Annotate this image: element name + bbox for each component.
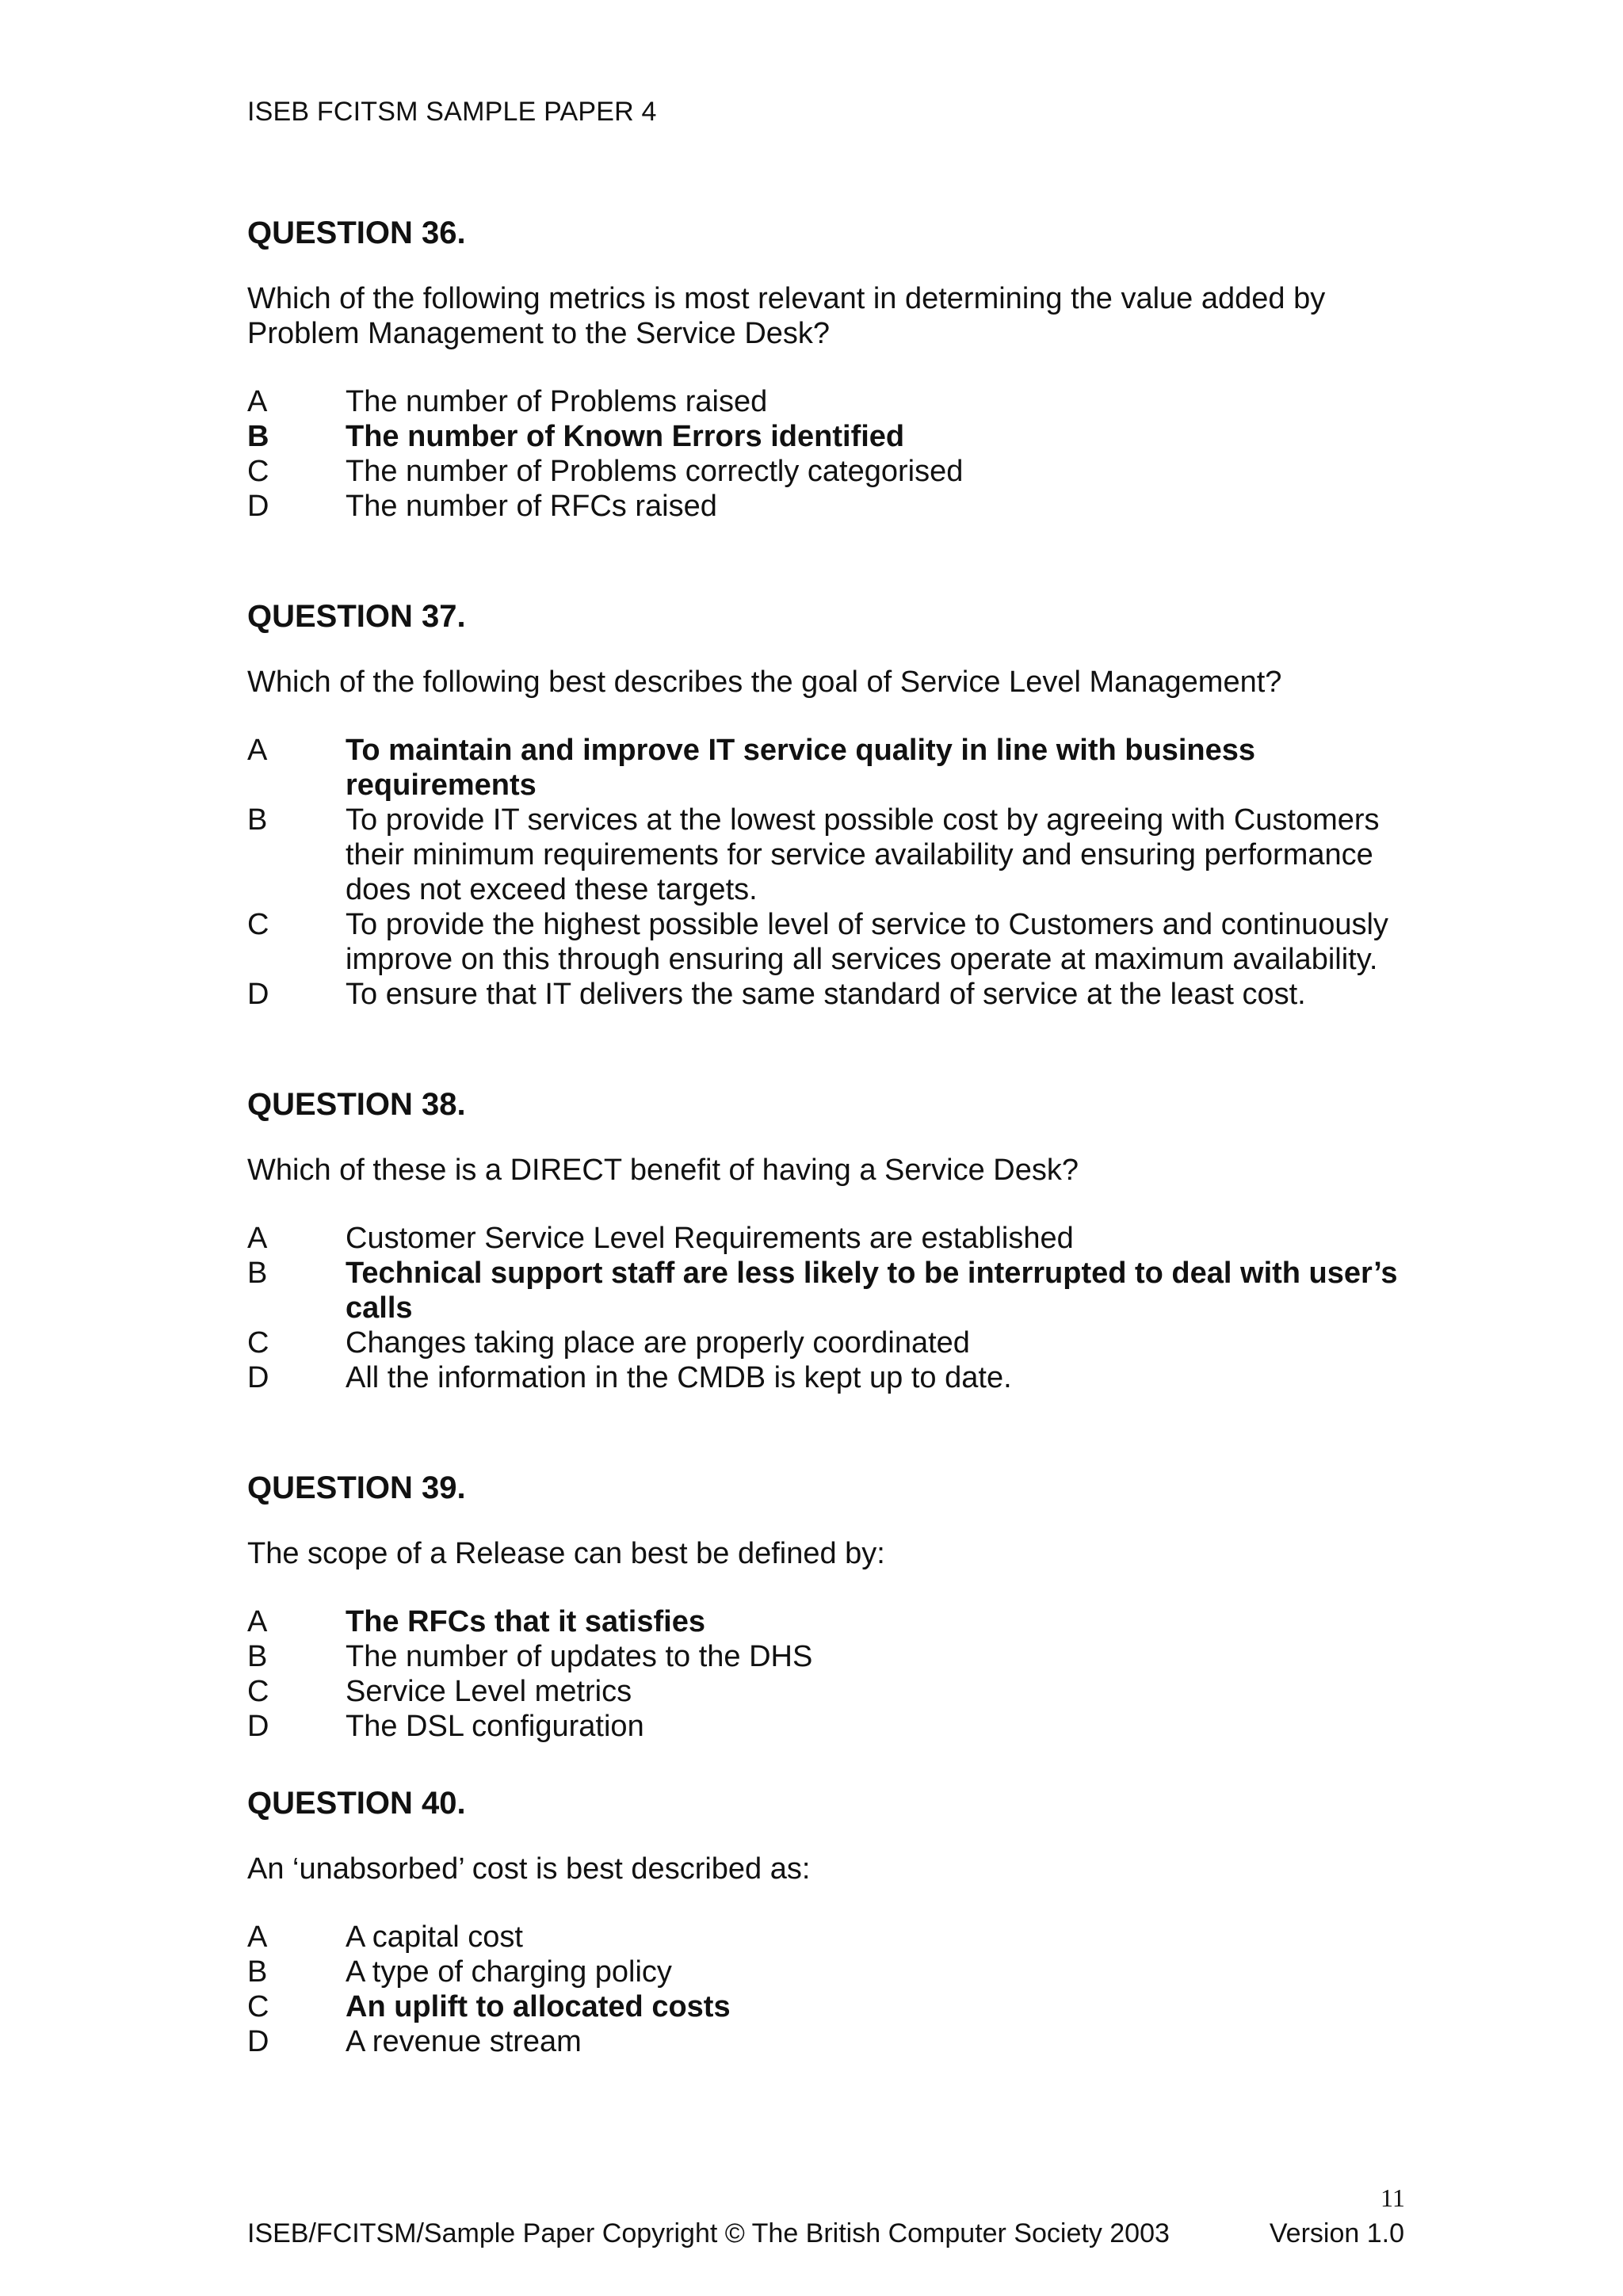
question-40 <box>247 1780 1404 2059</box>
question-stem: The scope of a Release can best be defined by: <box>247 1537 885 1570</box>
option-text: Changes taking place are properly coordinated <box>346 1326 970 1360</box>
option-text: To provide the highest possible level of service to Customers and continuously improve on this through ensuring all services operate at maximum availability. <box>346 908 1388 976</box>
question-stem: Which of the following metrics is most relevant in determining the value added by Problem Management to the Service Desk? <box>247 282 1326 350</box>
option-letter: B <box>247 1257 268 1290</box>
option-b-correct <box>247 419 1404 454</box>
question-36 <box>247 210 1404 524</box>
questions-section <box>247 210 1404 2059</box>
page-header: ISEB FCITSM SAMPLE PAPER 4 <box>247 97 657 127</box>
question-title: QUESTION 36. <box>247 215 466 250</box>
option-letter: C <box>247 1990 269 2023</box>
option-letter: D <box>247 978 269 1011</box>
option-letter: D <box>247 2025 269 2058</box>
option-text: The number of Problems correctly categorised <box>346 455 964 488</box>
option-text: The DSL configuration <box>346 1710 644 1743</box>
option-letter: A <box>247 1222 268 1255</box>
option-d <box>247 489 1404 524</box>
option-letter: B <box>247 1955 268 1989</box>
option-text: The number of Known Errors identified <box>346 420 905 453</box>
option-text: The number of RFCs raised <box>346 490 717 523</box>
option-d <box>247 1360 1404 1395</box>
footer-version: Version 1.0 <box>1269 2218 1404 2248</box>
option-letter: C <box>247 1675 269 1708</box>
question-39 <box>247 1465 1404 1744</box>
option-text: To ensure that IT delivers the same standard of service at the least cost. <box>346 978 1306 1011</box>
option-c <box>247 454 1404 489</box>
option-letter: B <box>247 803 268 837</box>
option-text: The RFCs that it satisfies <box>346 1605 705 1638</box>
option-b <box>247 803 1404 907</box>
option-text: Customer Service Level Requirements are established <box>346 1222 1074 1255</box>
option-text: To provide IT services at the lowest possible cost by agreeing with Customers their minimum requirements for service availability and ensuring performance does not exceed these targets. <box>346 803 1380 906</box>
option-a-correct <box>247 733 1404 803</box>
question-stem: Which of these is a DIRECT benefit of having a Service Desk? <box>247 1154 1079 1187</box>
option-text: All the information in the CMDB is kept up to date. <box>346 1361 1012 1394</box>
option-b <box>247 1955 1404 1989</box>
page-number: 11 <box>1381 2183 1405 2212</box>
option-letter: A <box>247 1920 268 1954</box>
option-b <box>247 1639 1404 1674</box>
footer-copyright: ISEB/FCITSM/Sample Paper Copyright © The British Computer Society 2003 <box>247 2218 1170 2248</box>
option-c <box>247 907 1404 977</box>
option-letter: C <box>247 908 269 941</box>
option-list <box>247 1604 1404 1744</box>
option-list <box>247 384 1404 524</box>
option-letter: D <box>247 490 269 523</box>
option-letter: D <box>247 1361 269 1394</box>
option-text: Service Level metrics <box>346 1675 632 1708</box>
option-list <box>247 733 1404 1012</box>
option-a <box>247 384 1404 419</box>
option-text: A capital cost <box>346 1920 523 1954</box>
option-a <box>247 1920 1404 1955</box>
option-list <box>247 1221 1404 1395</box>
option-text: The number of updates to the DHS <box>346 1640 813 1673</box>
option-d <box>247 2024 1404 2059</box>
option-text: A type of charging policy <box>346 1955 672 1989</box>
option-text: To maintain and improve IT service quality in line with business requirements <box>346 734 1255 802</box>
option-a-correct <box>247 1604 1404 1639</box>
option-a <box>247 1221 1404 1256</box>
option-d <box>247 977 1404 1012</box>
question-title: QUESTION 40. <box>247 1786 466 1821</box>
option-letter: B <box>247 420 269 453</box>
option-c <box>247 1325 1404 1360</box>
question-38 <box>247 1081 1404 1395</box>
option-text: Technical support staff are less likely to be interrupted to deal with user’s calls <box>346 1257 1398 1325</box>
option-text: An uplift to allocated costs <box>346 1990 731 2023</box>
option-letter: C <box>247 1326 269 1360</box>
option-b-correct <box>247 1256 1404 1325</box>
option-d <box>247 1709 1404 1744</box>
question-stem: Which of the following best describes the goal of Service Level Management? <box>247 666 1282 699</box>
option-text: A revenue stream <box>346 2025 582 2058</box>
option-letter: A <box>247 1605 268 1638</box>
question-title: QUESTION 39. <box>247 1470 466 1505</box>
option-letter: A <box>247 734 268 767</box>
question-title: QUESTION 38. <box>247 1087 466 1122</box>
option-letter: D <box>247 1710 269 1743</box>
option-letter: B <box>247 1640 268 1673</box>
option-list <box>247 1920 1404 2059</box>
option-letter: A <box>247 385 268 418</box>
option-letter: C <box>247 455 269 488</box>
option-text: The number of Problems raised <box>346 385 768 418</box>
page-footer <box>247 2218 1404 2249</box>
question-37 <box>247 593 1404 1012</box>
option-c-correct <box>247 1989 1404 2024</box>
question-stem: An ‘unabsorbed’ cost is best described as: <box>247 1852 811 1886</box>
option-c <box>247 1674 1404 1709</box>
question-title: QUESTION 37. <box>247 599 466 634</box>
